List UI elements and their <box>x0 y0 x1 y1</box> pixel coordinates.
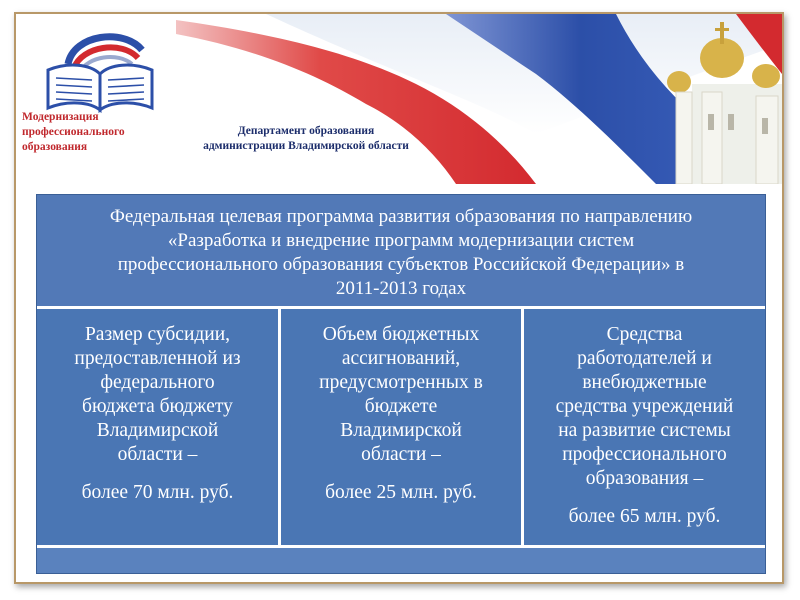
funding-table <box>36 194 766 574</box>
logo-caption-line: профессионального <box>22 126 125 138</box>
cell-line: Объем бюджетных <box>322 324 480 345</box>
cell-line: области – <box>361 444 441 465</box>
cell-line: бюджете <box>364 396 438 417</box>
cell-amount: более 70 млн. руб. <box>81 482 234 503</box>
cell-amount: более 65 млн. руб. <box>568 506 721 527</box>
cell-line: Владимирской <box>96 420 219 441</box>
cell-line: профессионального <box>562 444 727 465</box>
slide-frame <box>14 12 784 584</box>
cell-line: на развитие системы <box>558 420 731 441</box>
department-line: Департамент образования <box>237 125 375 137</box>
cell-line: внебюджетные <box>582 372 707 393</box>
cell-line: средства учреждений <box>555 396 734 417</box>
cell-line: Владимирской <box>340 420 462 441</box>
table-header <box>37 195 765 309</box>
department-line: администрации Владимирской области <box>203 140 409 152</box>
logo-caption-line: Модернизация <box>22 111 99 123</box>
header-line: Федеральная целевая программа развития образования по направлению <box>109 206 693 227</box>
cell-line: образования – <box>585 468 704 489</box>
open-book-logo-icon <box>34 24 164 114</box>
logo-caption <box>22 110 172 155</box>
header-line: 2011-2013 годах <box>335 278 467 299</box>
cell-line: Средства <box>606 324 683 345</box>
table-cell-budget <box>281 309 524 545</box>
cell-line: области – <box>117 444 198 465</box>
header-line: профессионального образования субъектов Российской Федерации» в <box>117 254 685 275</box>
cell-line: работодателей и <box>577 348 712 369</box>
cell-line: федерального <box>100 372 215 393</box>
table-cell-subsidy <box>37 309 281 545</box>
department-title <box>166 124 446 154</box>
logo-caption-line: образования <box>22 141 88 153</box>
header-line: «Разработка и внедрение программ модернизации систем <box>167 230 635 251</box>
cell-line: ассигнований, <box>341 348 461 369</box>
table-footer-row <box>37 545 765 573</box>
cell-line: бюджета бюджету <box>82 396 233 417</box>
cell-line: предоставленной из <box>74 348 241 369</box>
cell-line: предусмотренных в <box>319 372 483 393</box>
table-cell-employers <box>524 309 765 545</box>
cell-amount: более 25 млн. руб. <box>325 482 477 503</box>
cell-line: Размер субсидии, <box>84 324 231 345</box>
